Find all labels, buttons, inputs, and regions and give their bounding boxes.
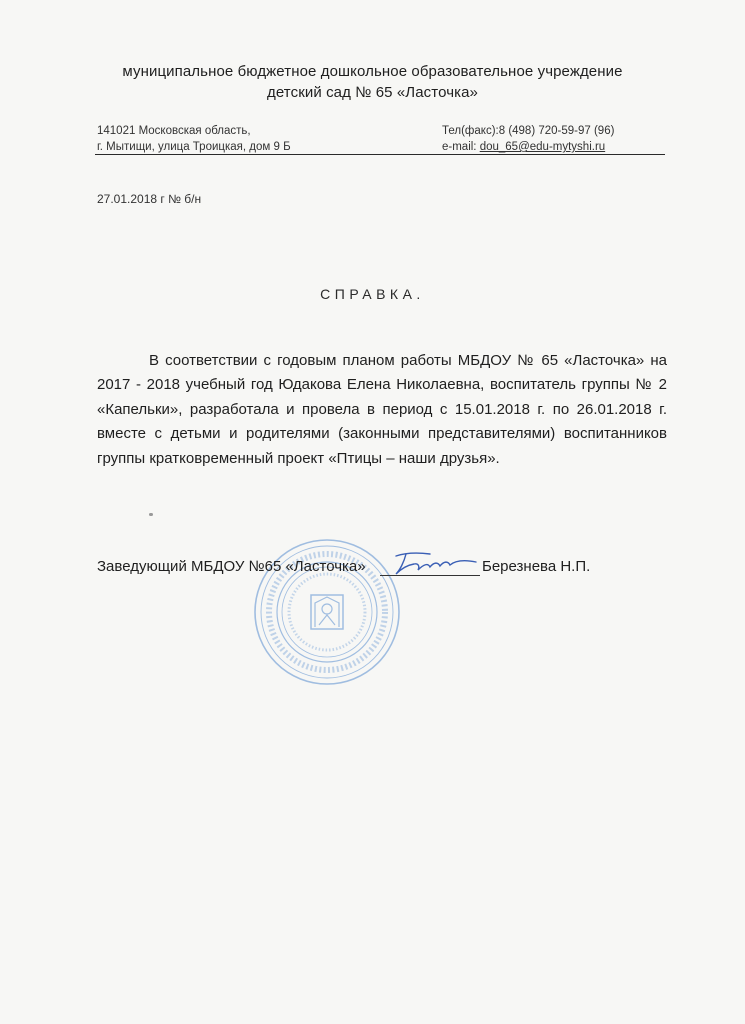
address-line-2: г. Мытищи, улица Троицкая, дом 9 Б bbox=[97, 141, 291, 153]
document-title: СПРАВКА. bbox=[320, 286, 425, 302]
address-line-1: 141021 Московская область, bbox=[97, 125, 251, 137]
handwritten-signature bbox=[378, 548, 488, 578]
document-body: В соответствии с годовым планом работы МБДОУ № 65 «Ласточка» на 2017 - 2018 учебный год Юдакова Елена Николаевна, воспитатель группы № 2 «Капельки», разработала и провела в период с 15.01.2018 г. по 26.01.2018 г. вместе с детьми и родителями (законными представителями) воспитанников группы кратковременный проект «Птицы – наши друзья». bbox=[97, 352, 667, 467]
scan-speck bbox=[149, 513, 153, 516]
date-and-number: 27.01.2018 г № б/н bbox=[97, 192, 202, 206]
email-line bbox=[442, 141, 605, 153]
organization-name-line-2: детский сад № 65 «Ласточка» bbox=[267, 84, 478, 101]
signatory-name: Березнева Н.П. bbox=[482, 558, 591, 575]
signatory-position: Заведующий МБДОУ №65 «Ласточка» bbox=[97, 558, 366, 575]
header-divider bbox=[95, 154, 665, 155]
email-label: e-mail: bbox=[442, 141, 480, 153]
email-link[interactable]: dou_65@edu-mytyshi.ru bbox=[479, 141, 606, 153]
phone-fax: Тел(факс):8 (498) 720-59-97 (96) bbox=[442, 125, 615, 137]
organization-name-line-1: муниципальное бюджетное дошкольное образовательное учреждение bbox=[122, 63, 623, 80]
